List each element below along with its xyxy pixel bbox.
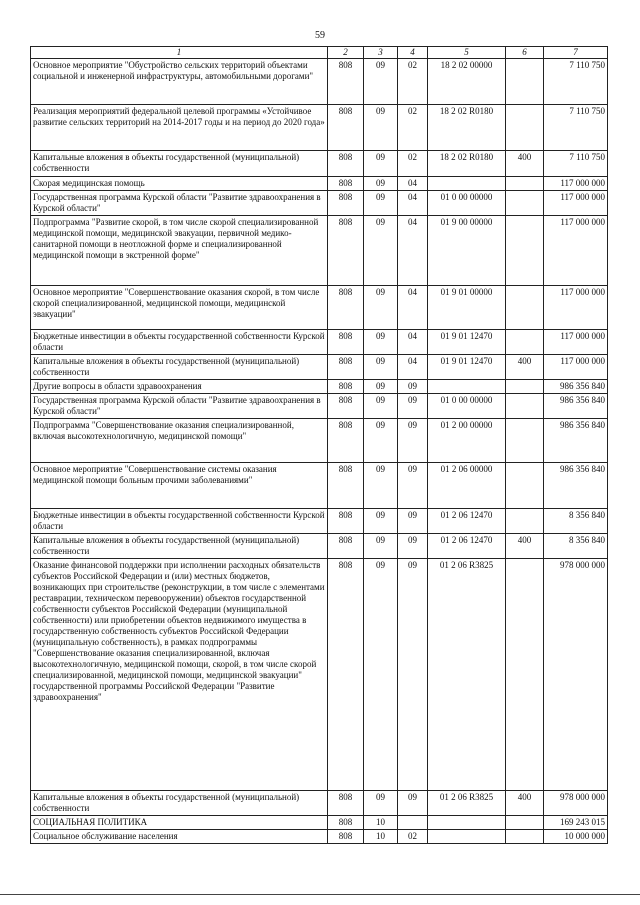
row-value-cell: 09 (364, 559, 398, 791)
row-value-cell: 400 (506, 534, 544, 559)
row-value-cell (428, 816, 506, 830)
row-value-cell: 01 9 01 00000 (428, 286, 506, 330)
row-value-cell: 808 (328, 559, 364, 791)
row-value-cell (506, 816, 544, 830)
table-row (31, 816, 608, 830)
row-name-cell: Государственная программа Курской области "Развитие здравоохранения в Курской области" (31, 191, 328, 216)
row-value-cell (398, 816, 428, 830)
table-row (31, 791, 608, 816)
column-header: 7 (544, 47, 608, 59)
row-name-cell: Капитальные вложения в объекты государственной (муниципальной) собственности (31, 791, 328, 816)
row-value-cell: 09 (364, 177, 398, 191)
row-value-cell: 04 (398, 330, 428, 355)
row-value-cell: 04 (398, 355, 428, 380)
row-name-cell: Основное мероприятие "Совершенствование оказания скорой, в том числе скорой специализированной, медицинской помощи, медицинской эвакуации" (31, 286, 328, 330)
row-name-cell: Капитальные вложения в объекты государственной (муниципальной) собственности (31, 534, 328, 559)
row-value-cell: 09 (364, 463, 398, 509)
row-value-cell: 808 (328, 509, 364, 534)
row-value-cell: 808 (328, 419, 364, 463)
table-row (31, 177, 608, 191)
column-header: 4 (398, 47, 428, 59)
row-name-cell: Бюджетные инвестиции в объекты государственной собственности Курской области (31, 509, 328, 534)
row-value-cell (506, 59, 544, 105)
row-value-cell: 986 356 840 (544, 394, 608, 419)
row-value-cell: 01 0 00 00000 (428, 191, 506, 216)
row-value-cell: 808 (328, 286, 364, 330)
row-name-cell: Государственная программа Курской области "Развитие здравоохранения в Курской области" (31, 394, 328, 419)
table-row (31, 216, 608, 286)
table-row (31, 330, 608, 355)
row-value-cell: 808 (328, 216, 364, 286)
row-value-cell: 09 (364, 286, 398, 330)
row-value-cell: 986 356 840 (544, 463, 608, 509)
row-value-cell: 04 (398, 286, 428, 330)
budget-table (30, 46, 608, 844)
row-value-cell: 09 (398, 380, 428, 394)
row-value-cell: 01 9 01 12470 (428, 355, 506, 380)
row-name-cell: Бюджетные инвестиции в объекты государственной собственности Курской области (31, 330, 328, 355)
table-row (31, 534, 608, 559)
row-value-cell (506, 286, 544, 330)
column-header: 3 (364, 47, 398, 59)
row-value-cell: 09 (398, 419, 428, 463)
row-value-cell (506, 830, 544, 844)
row-value-cell: 117 000 000 (544, 330, 608, 355)
row-value-cell: 8 356 840 (544, 534, 608, 559)
row-value-cell: 808 (328, 394, 364, 419)
row-value-cell: 09 (364, 509, 398, 534)
column-header: 1 (31, 47, 328, 59)
column-header: 6 (506, 47, 544, 59)
table-row (31, 830, 608, 844)
row-value-cell: 808 (328, 380, 364, 394)
row-value-cell: 09 (364, 355, 398, 380)
row-name-cell: Подпрограмма "Развитие скорой, в том числе скорой специализированной медицинской помощи, медицинской эвакуации, первичной медико-санитарной помощи в неотложной форме и специализированной медицинской помощи в экстренной форме" (31, 216, 328, 286)
row-value-cell: 09 (398, 791, 428, 816)
row-value-cell: 04 (398, 191, 428, 216)
row-value-cell: 04 (398, 216, 428, 286)
row-value-cell: 09 (364, 151, 398, 177)
page-number: 59 (315, 30, 325, 41)
row-value-cell: 02 (398, 105, 428, 151)
row-name-cell: СОЦИАЛЬНАЯ ПОЛИТИКА (31, 816, 328, 830)
row-value-cell: 02 (398, 151, 428, 177)
row-value-cell: 117 000 000 (544, 191, 608, 216)
column-header: 5 (428, 47, 506, 59)
row-value-cell (428, 380, 506, 394)
row-value-cell: 09 (398, 463, 428, 509)
table-row (31, 105, 608, 151)
row-name-cell: Скорая медицинская помощь (31, 177, 328, 191)
row-value-cell: 02 (398, 830, 428, 844)
row-name-cell: Капитальные вложения в объекты государственной (муниципальной) собственности (31, 151, 328, 177)
row-value-cell (506, 463, 544, 509)
row-name-cell: Капитальные вложения в объекты государственной (муниципальной) собственности (31, 355, 328, 380)
row-value-cell: 10 000 000 (544, 830, 608, 844)
row-value-cell (506, 394, 544, 419)
row-name-cell: Основное мероприятие "Обустройство сельских территорий объектами социальной и инженерной инфраструктуры, автомобильными дорогами" (31, 59, 328, 105)
row-value-cell: 01 2 06 12470 (428, 509, 506, 534)
row-value-cell: 808 (328, 791, 364, 816)
table-row (31, 59, 608, 105)
row-value-cell (506, 419, 544, 463)
column-header: 2 (328, 47, 364, 59)
row-value-cell: 978 000 000 (544, 559, 608, 791)
row-value-cell: 09 (364, 105, 398, 151)
row-value-cell (506, 105, 544, 151)
row-value-cell: 09 (364, 791, 398, 816)
table-row (31, 559, 608, 791)
row-value-cell: 04 (398, 177, 428, 191)
table-row (31, 191, 608, 216)
table-row (31, 394, 608, 419)
row-value-cell: 09 (364, 216, 398, 286)
row-value-cell (506, 509, 544, 534)
row-value-cell (506, 191, 544, 216)
row-value-cell: 8 356 840 (544, 509, 608, 534)
row-value-cell: 01 2 06 R3825 (428, 791, 506, 816)
row-value-cell: 18 2 02 R0180 (428, 151, 506, 177)
row-value-cell: 978 000 000 (544, 791, 608, 816)
row-value-cell: 808 (328, 330, 364, 355)
table-row (31, 463, 608, 509)
table-row (31, 286, 608, 330)
row-value-cell: 18 2 02 R0180 (428, 105, 506, 151)
table-row (31, 355, 608, 380)
table-row (31, 419, 608, 463)
row-value-cell: 01 0 00 00000 (428, 394, 506, 419)
row-value-cell: 01 2 00 00000 (428, 419, 506, 463)
row-value-cell (506, 216, 544, 286)
row-value-cell: 09 (364, 59, 398, 105)
row-value-cell: 01 2 06 R3825 (428, 559, 506, 791)
row-value-cell: 400 (506, 151, 544, 177)
row-name-cell: Оказание финансовой поддержки при исполнении расходных обязательств субъектов Российской Федерации и (или) местных бюджетов, возникающих при строительстве (реконструкции, в том числе с элементами реставрации, техническом перевооружении) объектов государственной собственности субъектов Российской Федерации (муниципальной собственности) или приобретении объектов недвижимого имущества в государственную собственность субъектов Российской Федерации (муниципальную собственность), в рамках подпрограммы "Совершенствование оказания специализированной, включая высокотехнологичную, медицинской помощи, скорой, в том числе скорой специализированной, медицинской помощи, медицинской эвакуации" государственной программы Российской Федерации "Развитие здравоохранения" (31, 559, 328, 791)
row-value-cell: 117 000 000 (544, 355, 608, 380)
row-value-cell (506, 380, 544, 394)
row-value-cell: 09 (364, 534, 398, 559)
table-row (31, 151, 608, 177)
row-value-cell: 169 243 015 (544, 816, 608, 830)
row-value-cell: 808 (328, 105, 364, 151)
row-value-cell (428, 830, 506, 844)
row-value-cell: 01 9 00 00000 (428, 216, 506, 286)
row-value-cell: 808 (328, 151, 364, 177)
row-name-cell: Другие вопросы в области здравоохранения (31, 380, 328, 394)
row-value-cell: 09 (364, 191, 398, 216)
row-value-cell: 09 (398, 394, 428, 419)
row-value-cell: 400 (506, 791, 544, 816)
row-value-cell: 10 (364, 830, 398, 844)
row-value-cell (428, 177, 506, 191)
row-value-cell: 808 (328, 816, 364, 830)
row-value-cell: 808 (328, 355, 364, 380)
row-value-cell: 10 (364, 816, 398, 830)
page-bottom-rule (0, 894, 640, 895)
row-value-cell: 7 110 750 (544, 151, 608, 177)
row-value-cell: 09 (398, 534, 428, 559)
table-row (31, 380, 608, 394)
row-value-cell: 09 (364, 330, 398, 355)
row-value-cell: 7 110 750 (544, 105, 608, 151)
row-value-cell: 09 (364, 394, 398, 419)
row-name-cell: Основное мероприятие "Совершенствование системы оказания медицинской помощи больным прочими заболеваниями" (31, 463, 328, 509)
row-value-cell: 808 (328, 830, 364, 844)
row-value-cell: 117 000 000 (544, 177, 608, 191)
row-value-cell: 986 356 840 (544, 380, 608, 394)
row-value-cell: 117 000 000 (544, 286, 608, 330)
row-value-cell (506, 177, 544, 191)
row-value-cell: 808 (328, 191, 364, 216)
row-value-cell: 808 (328, 463, 364, 509)
table-row (31, 509, 608, 534)
row-value-cell: 09 (398, 559, 428, 791)
row-value-cell (506, 559, 544, 791)
row-value-cell: 09 (398, 509, 428, 534)
row-value-cell: 7 110 750 (544, 59, 608, 105)
row-name-cell: Подпрограмма "Совершенствование оказания специализированной, включая высокотехнологичную, медицинской помощи" (31, 419, 328, 463)
row-value-cell: 01 2 06 00000 (428, 463, 506, 509)
row-value-cell: 01 9 01 12470 (428, 330, 506, 355)
row-value-cell: 808 (328, 177, 364, 191)
row-value-cell: 808 (328, 534, 364, 559)
row-value-cell: 808 (328, 59, 364, 105)
row-value-cell (506, 330, 544, 355)
row-name-cell: Реализация мероприятий федеральной целевой программы «Устойчивое развитие сельских территорий на 2014-2017 годы и на период до 2020 года» (31, 105, 328, 151)
row-value-cell: 18 2 02 00000 (428, 59, 506, 105)
row-value-cell: 400 (506, 355, 544, 380)
row-value-cell: 117 000 000 (544, 216, 608, 286)
row-value-cell: 09 (364, 419, 398, 463)
table-header-row (31, 47, 608, 59)
row-value-cell: 02 (398, 59, 428, 105)
row-value-cell: 986 356 840 (544, 419, 608, 463)
row-value-cell: 09 (364, 380, 398, 394)
row-value-cell: 01 2 06 12470 (428, 534, 506, 559)
row-name-cell: Социальное обслуживание населения (31, 830, 328, 844)
